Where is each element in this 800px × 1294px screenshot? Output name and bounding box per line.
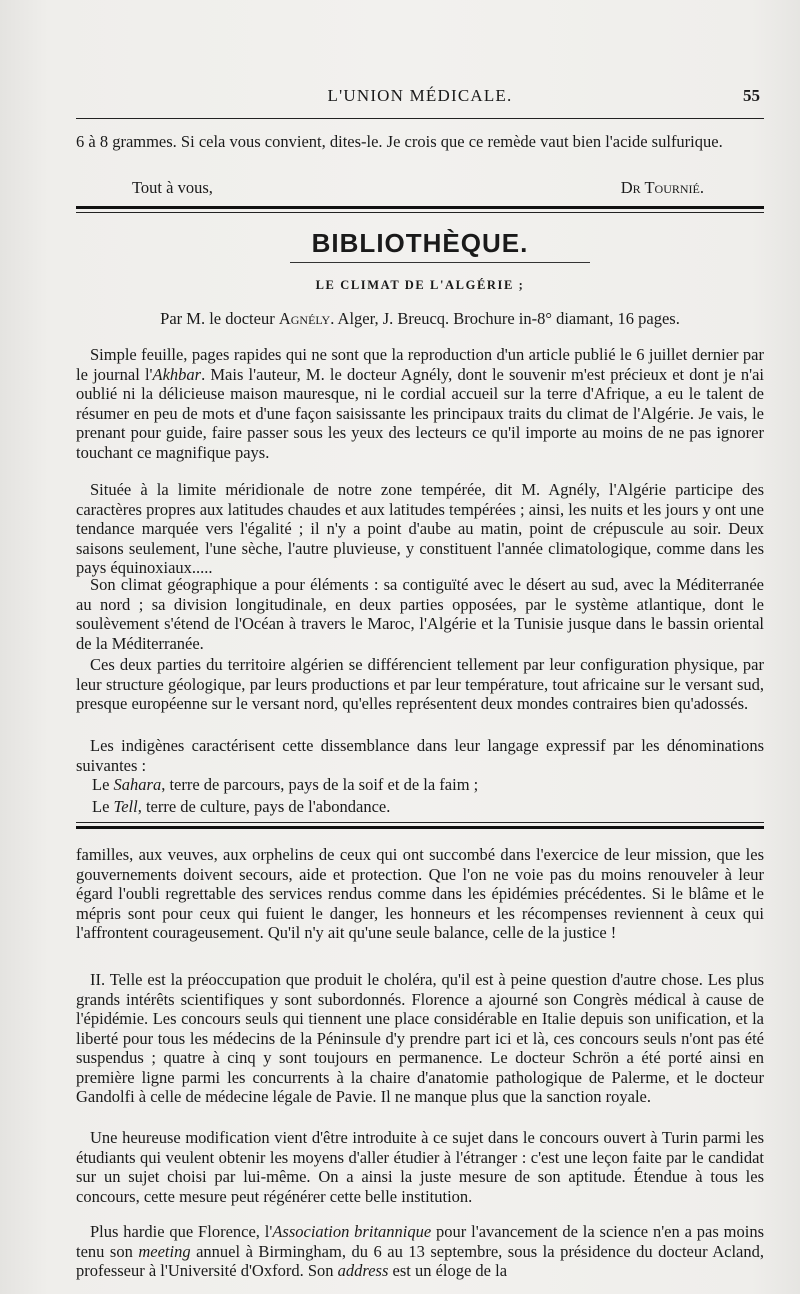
p4-text-c: annuel à Birmingham, du 6 au 13 septembre, sous la présidence du docteur Acland, professeur à l'Université d'Oxford. Son [76, 1241, 764, 1280]
letter-signature: Dr Tournié. [620, 178, 704, 197]
def1-term: Sahara [113, 775, 162, 794]
continuation-paragraph-4 [76, 1222, 764, 1281]
article-paragraph-1 [76, 345, 764, 462]
def1-article: Le [92, 775, 114, 794]
section-title: BIBLIOTHÈQUE. [311, 228, 529, 258]
continuation-paragraph-1: familles, aux veuves, aux orphelins de ceux qui ont succombé dans l'exercice de leur mission, que les gouvernements doivent secours, aide et protection. Que l'on ne voie pas du moins renouveler à leur égard l'oubli regrettable des services rendus comme dans les épidémies précédentes. Si le blâme et le mépris sont pour ceux qui fuient le danger, les honneurs et les récompenses reviennent à ceux qui l'affrontent courageusement. Qu'il n'y ait qu'une seule balance, celle de la justice ! [76, 845, 764, 942]
def2-article: Le [92, 797, 114, 816]
def2-term: Tell [113, 797, 138, 816]
definition-tell [92, 796, 390, 818]
address-term: address [337, 1261, 389, 1280]
byline-details: . Alger, J. Breucq. Brochure in-8° diamant, 16 pages. [330, 309, 680, 328]
def1-definition: , terre de parcours, pays de la soif et de la faim ; [161, 775, 479, 794]
letter-signoff [76, 178, 764, 200]
article-paragraph-5: Les indigènes caractérisent cette dissemblance dans leur langage expressif par les dénominations suivantes : [76, 736, 764, 775]
continuation-paragraph-2: II. Telle est la préoccupation que produit le choléra, qu'il est à peine question d'autre chose. Les plus grands intérêts scientifiques y sont subordonnés. Florence a ajourné son Congrès médical à cause de l'épidémie. Les concours seuls qui tiennent une place considérable en Italie depuis son unification, et la liberté pour tous les médecins de la Péninsule d'y prendre part ici et là, ces concours seuls n'ont pas été suspendus ; quatre à cinq y sont toujours en permanence. Le docteur Schrön a été porté ainsi en première ligne parmi les concurrents à la chaire d'anatomie pathologique de Palerme, et le docteur Gandolfi à celle de médecine légale de Pavie. Il ne manque plus que la sanction royale. [76, 970, 764, 1106]
page-header [76, 86, 764, 112]
article-paragraph-4: Ces deux parties du territoire algérien se différencient tellement par leur configuration physique, par leur structure géologique, par leurs productions et par leur température, tout africaine sur le versant sud, presque européenne sur le versant nord, qu'elles représentent deux mondes contraires bien qu'adossés. [76, 655, 764, 713]
p4-text-d: est un éloge de la [388, 1261, 508, 1280]
p1-text-a: Simple feuille, pages rapides qui ne sont que la reproduction d'un article publié le 6 juillet dernier par le journal l' [76, 345, 764, 384]
feuilleton-rule-top [76, 822, 764, 823]
article-paragraph-2: Située à la limite méridionale de notre zone tempérée, dit M. Agnély, l'Algérie participe des caractères propres aux latitudes chaudes et aux latitudes tempérées ; ainsi, les nuits et les jours y ont une tendance marquée vers l'égalité ; il n'y a point d'aube au matin, point de crépuscule au soir. Deux saisons seulement, l'une sèche, l'autre pluvieuse, y constituent l'année climatologique, comme dans les pays équinoxiaux..... [76, 480, 764, 577]
akhbar-title: Akhbar [152, 364, 202, 384]
feuilleton-rule [76, 826, 764, 829]
def2-definition: , terre de culture, pays de l'abondance. [137, 797, 391, 816]
section-rule-top [76, 206, 764, 209]
association-name: Association britannique [272, 1222, 432, 1241]
meeting-term: meeting [138, 1241, 191, 1261]
continuation-paragraph-3: Une heureuse modification vient d'être introduite à ce sujet dans le concours ouvert à Turin parmi les étudiants qui veulent obtenir les moyens d'aller étudier à l'étranger : c'est une leçon faite par le candidat sur un sujet choisi par lui-même. On a ainsi la juste mesure de son aptitude. Étendue à tous les concours, cette mesure peut régénérer cette belle institution. [76, 1128, 764, 1206]
article-paragraph-3: Son climat géographique a pour éléments : sa contiguïté avec le désert au sud, avec la Méditerranée au nord ; sa division longitudinale, en deux parties opposées, par le système atlantique, dont le soulèvement s'étend de l'Océan à travers le Maroc, l'Algérie et la Tunisie jusque dans le bassin oriental de la Méditerranée. [76, 575, 764, 653]
page-number: 55 [743, 86, 760, 105]
title-underline [290, 262, 590, 263]
byline-author: Agnély [278, 309, 331, 328]
p4-text-a: Plus hardie que Florence, l' [90, 1222, 273, 1241]
byline-prefix: Par M. le docteur [160, 309, 279, 328]
running-head: L'UNION MÉDICALE. [327, 86, 513, 105]
section-rule-top-inner [76, 212, 764, 213]
header-rule [76, 118, 764, 119]
definition-sahara [92, 774, 478, 796]
intro-paragraph: 6 à 8 grammes. Si cela vous convient, dites-le. Je crois que ce remède vaut bien l'acide sulfurique. [76, 132, 723, 151]
letter-closing: Tout à vous, [132, 178, 213, 197]
p1-text-b: . Mais l'auteur, M. le docteur Agnély, dont le souvenir m'est précieux et dont je n'ai oublié ni la délicieuse maison mauresque, ni le cordial accueil sur la terre d'Afrique, a eu le talent de résumer en peu de mots et d'une façon saisissante les principaux traits du climat de l'Algérie. Je vais, le prenant pour guide, faire passer sous les yeux des lecteurs ce qu'il importe au moins de ne pas ignorer touchant ce magnifique pays. [76, 364, 764, 462]
p4-text-b: pour l'avancement de la science n'en a pas moins tenu son [76, 1222, 764, 1261]
article-byline [76, 309, 764, 329]
article-title: LE CLIMAT DE L'ALGÉRIE ; [315, 278, 525, 292]
